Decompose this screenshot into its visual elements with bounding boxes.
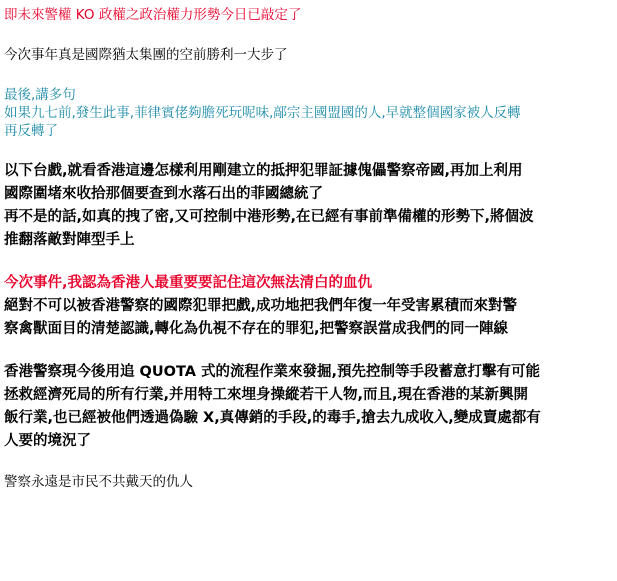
paragraph-final-words (4, 86, 612, 140)
next-act-line-2: 國際圍堵來收拾那個要查到水落石出的菲國總統了 (4, 186, 323, 202)
final-words-line-1: 最後,講多句 (4, 87, 76, 103)
final-words-line-2: 如果九七前,發生此事,菲律賓佬夠膽死玩呢味,鄗宗主國盟國的人,早就整個國家被人反轉 (4, 105, 521, 121)
spacer (4, 341, 612, 361)
closing-line: 警察永遠是市民不共戴天的仇人 (4, 474, 193, 490)
blood-feud-line-2: 絕對不可以被香港警察的國際犯罪把戲,成功地把我們年復一年受害累積而來對警 (4, 298, 518, 314)
quota-line-4: 人要的境況了 (4, 433, 91, 449)
headline-red: 即未來警權 KO 政權之政治權力形勢今日已敲定了 (4, 7, 302, 23)
next-act-line-4: 推翻落敵對陣型手上 (4, 232, 135, 248)
quota-line-1: 香港警察現今後用追 QUOTA 式的流程作業來發掘,預先控制等手段蓄意打擊有可能 (4, 364, 541, 380)
paragraph-blood-feud (4, 272, 612, 341)
spacer (4, 140, 612, 160)
quota-line-3: 飯行業,也已經被他們透過偽驗 X,真傳銷的手段,的毒手,搶去九成收入,變成賣處都有 (4, 410, 541, 426)
spacer (4, 64, 612, 86)
paragraph-next-act (4, 160, 612, 252)
blood-feud-line-1: 今次事件,我認為香港人最重要要記住這次無法清白的血仇 (4, 275, 373, 291)
quota-line-2: 拯救經濟死局的所有行業,并用特工來埋身操縱若干人物,而且,現在香港的某新興開 (4, 387, 529, 403)
paragraph-victory: 今次事年真是國際猶太集團的空前勝利一大步了 (4, 47, 288, 63)
blood-feud-line-3: 察禽獸面目的清楚認識,轉化為仇視不存在的罪犯,把警察誤當成我們的同一陣線 (4, 321, 509, 337)
forum-post-body (4, 6, 612, 491)
next-act-line-1: 以下台戲,就看香港這邊怎樣利用剛建立的抵押犯罪証據傀儡警察帝國,再加上利用 (4, 163, 523, 179)
paragraph-quota (4, 361, 612, 453)
final-words-line-3: 再反轉了 (4, 123, 58, 139)
spacer (4, 453, 612, 473)
spacer (4, 252, 612, 272)
spacer (4, 24, 612, 46)
next-act-line-3: 再不是的話,如真的拽了密,又可控制中港形勢,在已經有事前準備權的形勢下,將個波 (4, 209, 534, 225)
